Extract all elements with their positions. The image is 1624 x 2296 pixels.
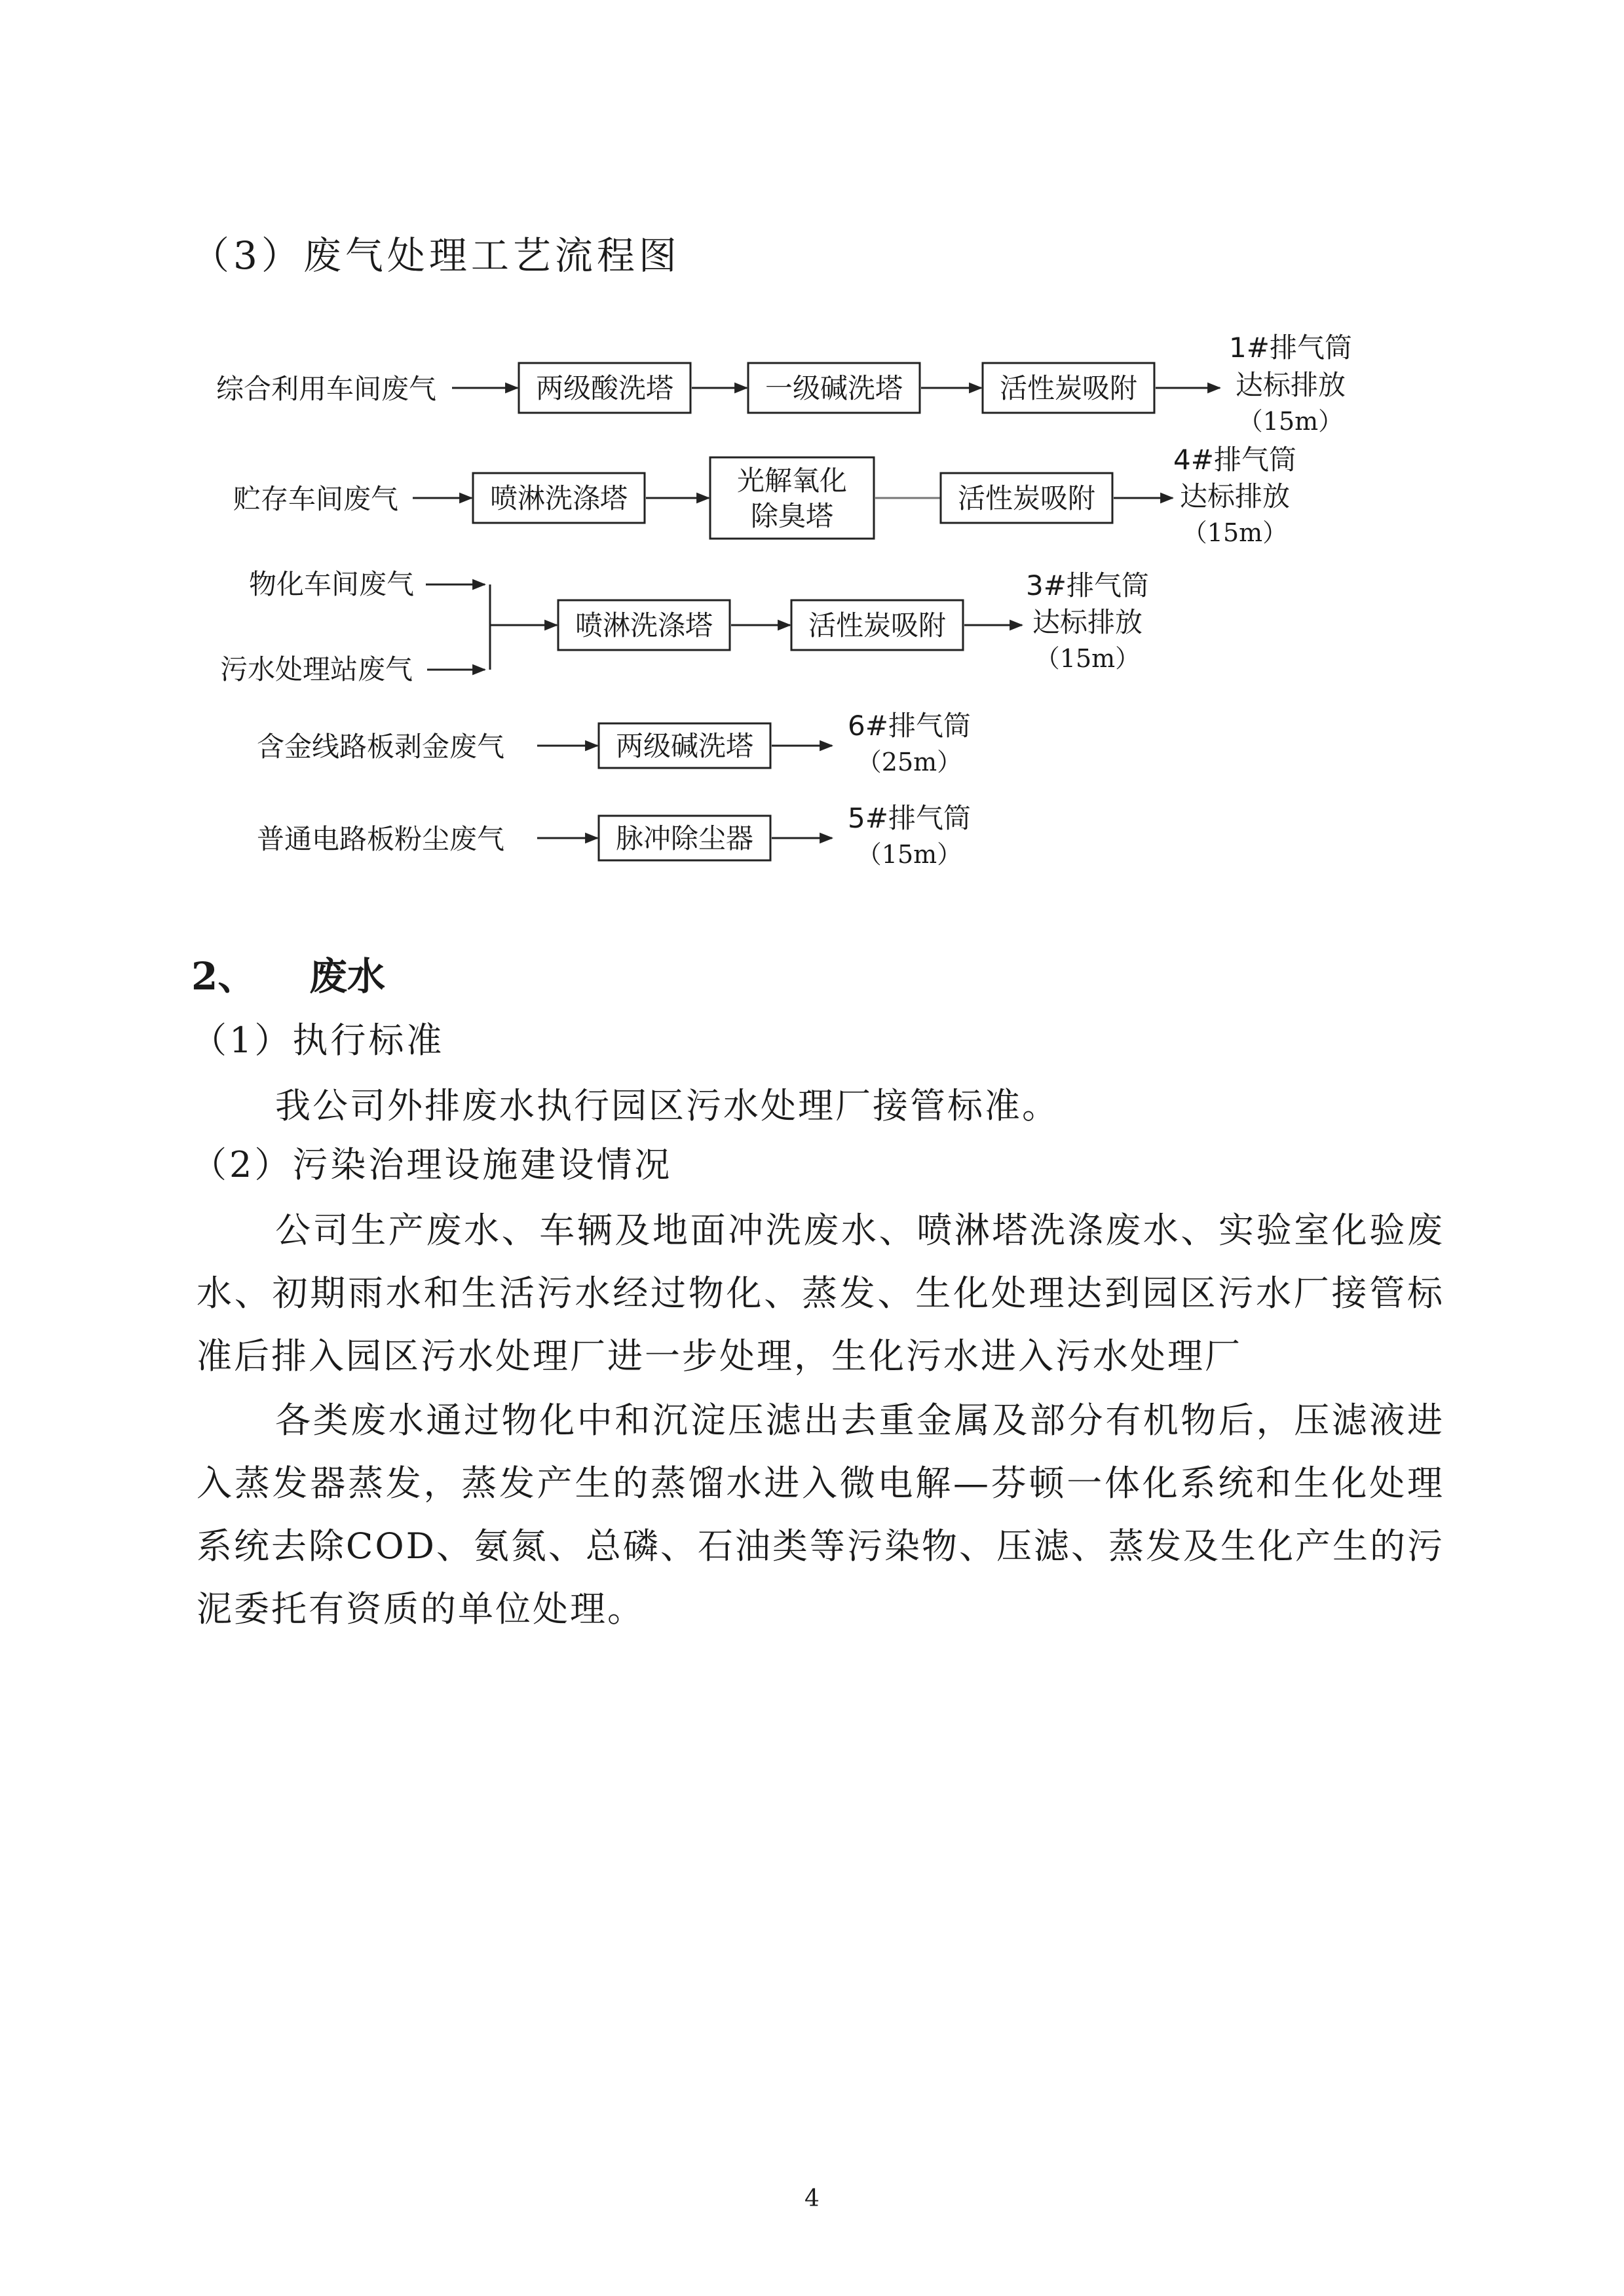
row1-step3: 活性炭吸附 xyxy=(999,372,1138,404)
paragraph-standard: 我公司外排废水执行园区污水处理厂接管标准。 xyxy=(275,1085,1059,1126)
row2-step3: 活性炭吸附 xyxy=(957,482,1096,514)
paragraph-facilities-2: 各类废水通过物化中和沉淀压滤出去重金属及部分有机物后，压滤液进入蒸发器蒸发，蒸发产生的蒸馏水进入微电解—芬顿一体化系统和生化处理系统去除COD、氨氮、总磷、石油类等污染物、压滤、蒸发及生化产生的污泥委托有资质的单位处理。 xyxy=(197,1400,1445,1630)
paragraph-facilities-1: 公司生产废水、车辆及地面冲洗废水、喷淋塔洗涤废水、实验室化验废水、初期雨水和生活污水经过物化、蒸发、生化处理达到园区污水厂接管标准后排入园区污水处理厂进一步处理，生化污水进入污水处理厂 xyxy=(197,1210,1445,1377)
flow-row-5 xyxy=(257,802,971,869)
row2-step2-line1: 光解氧化 xyxy=(736,465,848,497)
row3-source-2: 污水处理站废气 xyxy=(220,653,413,685)
row5-outlet-2: （15m） xyxy=(856,840,962,869)
row1-outlet-3: （15m） xyxy=(1237,407,1344,436)
flowchart-heading: （3）废气处理工艺流程图 xyxy=(191,233,681,278)
subheading-facilities: （2）污染治理设施建设情况 xyxy=(191,1144,673,1185)
row3-step1: 喷淋洗涤塔 xyxy=(575,609,713,641)
row1-step1: 两级酸洗塔 xyxy=(535,372,674,404)
row3-outlet-2: 达标排放 xyxy=(1032,606,1143,638)
row2-step2-line2: 除臭塔 xyxy=(750,500,834,532)
row5-step1: 脉冲除尘器 xyxy=(615,822,754,854)
row5-source: 普通电路板粉尘废气 xyxy=(257,823,505,855)
flow-row-3 xyxy=(220,568,1149,685)
row4-source: 含金线路板剥金废气 xyxy=(257,731,505,763)
row1-outlet-2: 达标排放 xyxy=(1235,369,1346,401)
section-heading xyxy=(191,950,385,1003)
row4-outlet-1: 6#排气筒 xyxy=(848,710,971,742)
page-number: 4 xyxy=(804,2185,820,2212)
row1-source: 综合利用车间废气 xyxy=(216,373,437,405)
row5-outlet-1: 5#排气筒 xyxy=(848,802,971,834)
row1-outlet-1: 1#排气筒 xyxy=(1229,332,1352,364)
flow-row-4 xyxy=(257,710,971,776)
row2-outlet-3: （15m） xyxy=(1182,518,1288,547)
row4-step1: 两级碱洗塔 xyxy=(615,730,754,762)
row1-step2: 一级碱洗塔 xyxy=(765,372,903,404)
row2-step1: 喷淋洗涤塔 xyxy=(489,482,628,514)
row3-outlet-3: （15m） xyxy=(1034,644,1141,673)
subheading-standard: （1）执行标准 xyxy=(191,1020,445,1061)
flow-row-1 xyxy=(216,332,1352,436)
row4-outlet-2: （25m） xyxy=(856,748,962,776)
section-number: 2、 xyxy=(191,954,256,999)
row3-step2: 活性炭吸附 xyxy=(808,609,947,641)
row2-outlet-1: 4#排气筒 xyxy=(1173,444,1296,476)
row3-outlet-1: 3#排气筒 xyxy=(1026,569,1149,602)
row2-outlet-2: 达标排放 xyxy=(1179,480,1291,512)
section-title: 废水 xyxy=(309,954,386,999)
flow-row-2 xyxy=(233,444,1296,547)
row2-source: 贮存车间废气 xyxy=(233,483,399,515)
row3-source-1: 物化车间废气 xyxy=(249,568,415,600)
